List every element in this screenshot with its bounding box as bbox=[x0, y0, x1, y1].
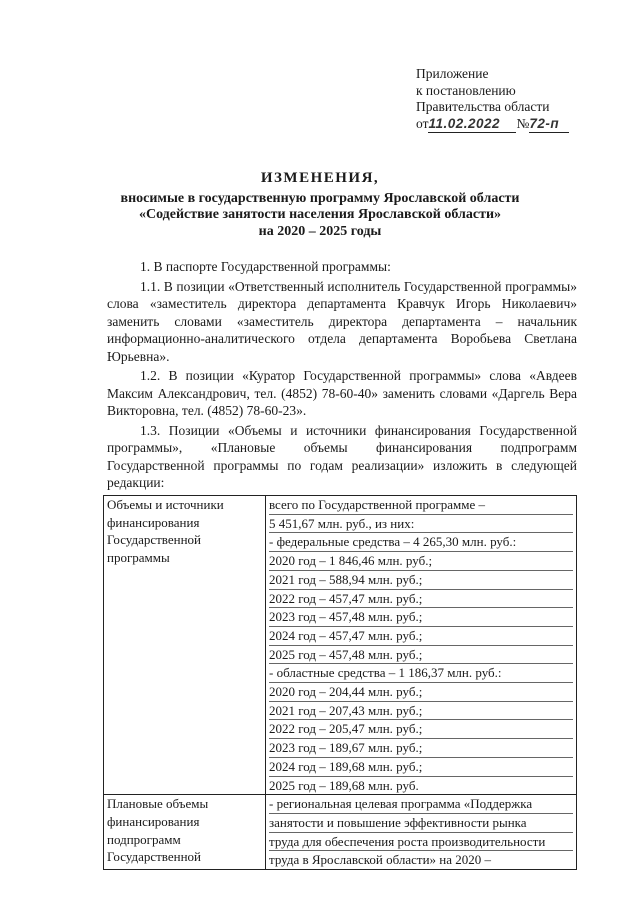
document-title bbox=[60, 170, 580, 240]
value-line: 2025 год – 457,48 млн. руб.; bbox=[269, 646, 573, 665]
value-line: - областные средства – 1 186,37 млн. руб.: bbox=[269, 664, 573, 683]
appendix-line: Правительства области bbox=[416, 99, 550, 114]
appendix-line: к постановлению bbox=[416, 82, 516, 98]
handwritten-number: 72-п bbox=[529, 116, 569, 134]
value-line: 2021 год – 588,94 млн. руб.; bbox=[269, 571, 573, 590]
value-line: 2022 год – 457,47 млн. руб.; bbox=[269, 590, 573, 609]
title-line: «Содействие занятости населения Ярославской области» bbox=[138, 207, 502, 222]
paragraph: 1.2. В позиции «Куратор Государственной программы» слова «Авдеев Максим Александрович, тел. (4852) 78-60-40» заменить словами «Даргель Вера Викторовна, тел. (4852) 78-60-23». bbox=[107, 368, 577, 418]
title-line: вносимые в государственную программу Ярославской области bbox=[120, 190, 520, 206]
changes-table bbox=[103, 495, 577, 870]
from-label: от bbox=[416, 115, 429, 131]
value-line: 2025 год – 189,68 млн. руб. bbox=[269, 777, 419, 793]
value-line: труда в Ярославской области» на 2020 – bbox=[269, 852, 492, 868]
value-line: всего по Государственной программе – bbox=[269, 496, 573, 515]
appendix-header bbox=[416, 66, 569, 133]
row-value-cell bbox=[266, 496, 577, 795]
value-line: 2022 год – 205,47 млн. руб.; bbox=[269, 720, 573, 739]
appendix-line: Приложение bbox=[416, 66, 489, 81]
body-text bbox=[107, 258, 577, 492]
value-line: труда для обеспечения роста производительности bbox=[269, 833, 573, 852]
paragraph: 1.1. В позиции «Ответственный исполнитель Государственной программы» слова «заместитель директора департамента Кравчук Игорь Николаевич» заменить словами «заместитель директора департамента – начальник информационно-аналитического отдела департамента Воробьева Светлана Юрьевна». bbox=[107, 278, 577, 364]
value-line: 2024 год – 189,68 млн. руб.; bbox=[269, 758, 573, 777]
value-line: 2023 год – 189,67 млн. руб.; bbox=[269, 739, 573, 758]
table-row bbox=[104, 496, 577, 795]
value-line: 5 451,67 млн. руб., из них: bbox=[269, 515, 573, 534]
value-line: - федеральные средства – 4 265,30 млн. руб.: bbox=[269, 533, 573, 552]
number-label: № bbox=[516, 115, 530, 131]
value-line: - региональная целевая программа «Поддержка bbox=[269, 795, 573, 814]
value-line: 2020 год – 204,44 млн. руб.; bbox=[269, 683, 573, 702]
value-line: 2023 год – 457,48 млн. руб.; bbox=[269, 608, 573, 627]
title-heading: ИЗМЕНЕНИЯ, bbox=[260, 170, 380, 186]
value-line: 2021 год – 207,43 млн. руб.; bbox=[269, 702, 573, 721]
paragraph: 1.3. Позиции «Объемы и источники финансирования Государственной программы», «Плановые объемы финансирования подпрограмм Государственной программы по годам реализации» изложить в следующей редакции: bbox=[107, 422, 577, 490]
paragraph: 1. В паспорте Государственной программы: bbox=[140, 259, 391, 274]
value-line: 2020 год – 1 846,46 млн. руб.; bbox=[269, 552, 573, 571]
row-label-cell: Плановые объемы финансирования подпрограмм Государственной bbox=[104, 795, 266, 870]
table-row bbox=[104, 795, 577, 870]
row-label-cell: Объемы и источники финансирования Государственной программы bbox=[104, 496, 266, 795]
handwritten-date: 11.02.2022 bbox=[428, 116, 516, 134]
appendix-date-line bbox=[416, 116, 569, 134]
value-line: 2024 год – 457,47 млн. руб.; bbox=[269, 627, 573, 646]
row-value-cell bbox=[266, 795, 577, 870]
title-line: на 2020 – 2025 годы bbox=[258, 223, 382, 239]
value-line: занятости и повышение эффективности рынка bbox=[269, 814, 573, 833]
